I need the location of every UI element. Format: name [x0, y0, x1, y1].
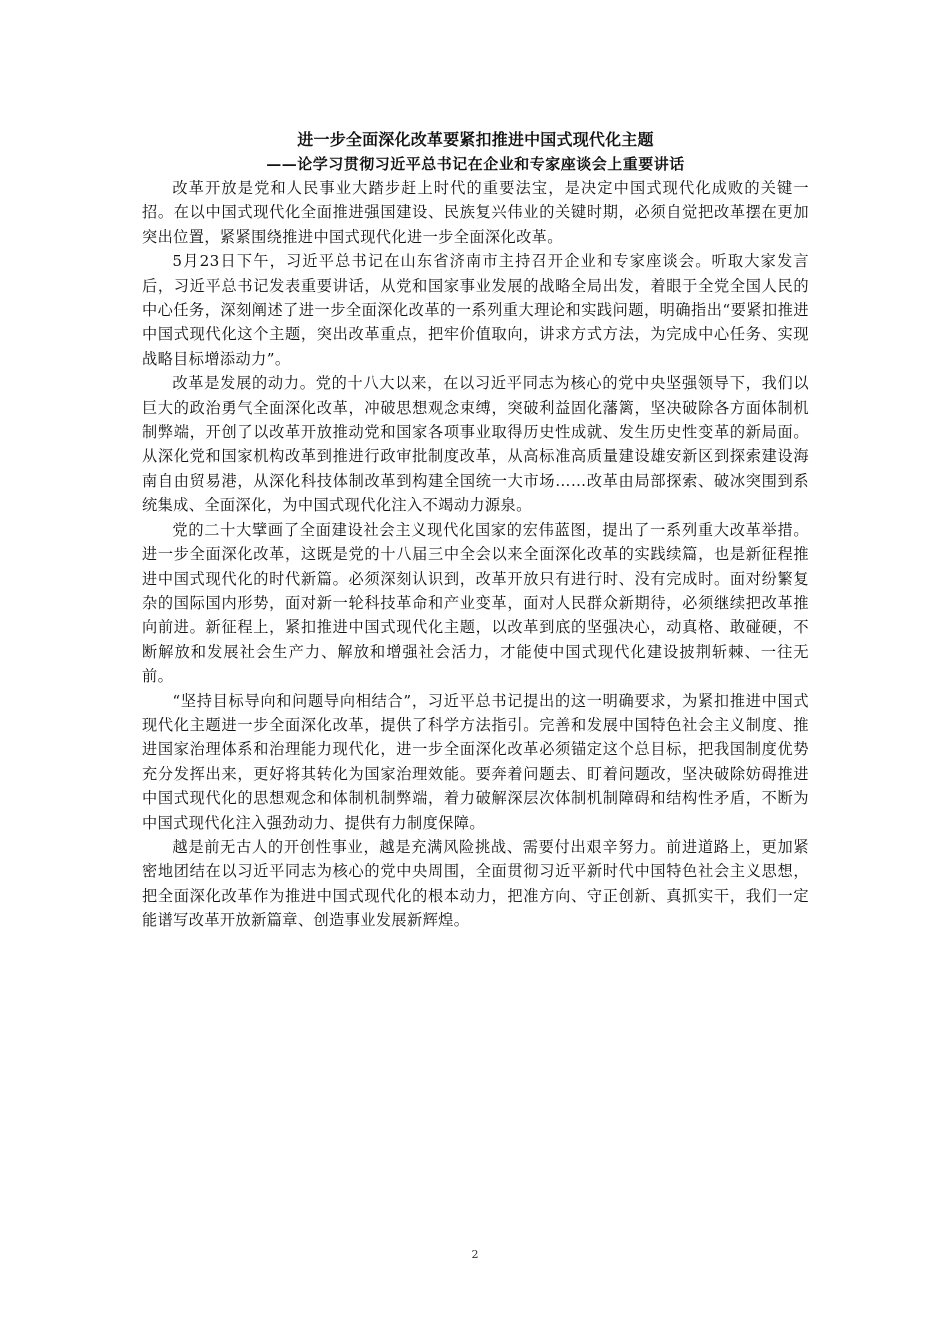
- paragraph-1: 改革开放是党和人民事业大踏步赶上时代的重要法宝，是决定中国式现代化成败的关键一招。在以中国式现代化全面推进强国建设、民族复兴伟业的关键时期，必须自觉把改革摆在更加突出位置，紧紧围绕推进中国式现代化进一步全面深化改革。: [142, 179, 809, 246]
- paragraph-4: 党的二十大擘画了全面建设社会主义现代化国家的宏伟蓝图，提出了一系列重大改革举措。进一步全面深化改革，这既是党的十八届三中全会以来全面深化改革的实践续篇，也是新征程推进中国式现代化的时代新篇。必须深刻认识到，改革开放只有进行时、没有完成时。面对纷繁复杂的国际国内形势，面对新一轮科技革命和产业变革，面对人民群众新期待，必须继续把改革推向前进。新征程上，紧扣推进中国式现代化主题，以改革到底的坚强决心，动真格、敢碰硬，不断解放和发展社会生产力、解放和增强社会活力，才能使中国式现代化建设披荆斩棘、一往无前。: [142, 520, 809, 686]
- article-subtitle: ——论学习贯彻习近平总书记在企业和专家座谈会上重要讲话: [266, 155, 685, 173]
- page-number: 2: [471, 1248, 479, 1261]
- paragraph-5: “坚持目标导向和问题导向相结合”，习近平总书记提出的这一明确要求，为紧扣推进中国式现代化主题进一步全面深化改革，提供了科学方法指引。完善和发展中国特色社会主义制度、推进国家治理体系和治理能力现代化，进一步全面深化改革必须锚定这个总目标，把我国制度优势充分发挥出来，更好将其转化为国家治理效能。要奔着问题去、盯着问题改，坚决破除妨碍推进中国式现代化的思想观念和体制机制弊端，着力破解深层次体制机制障碍和结构性矛盾，不断为中国式现代化注入强劲动力、提供有力制度保障。: [142, 691, 809, 832]
- article-body: [142, 128, 809, 933]
- paragraph-2: 5月23日下午，习近平总书记在山东省济南市主持召开企业和专家座谈会。听取大家发言后，习近平总书记发表重要讲话，从党和国家事业发展的战略全局出发，着眼于全党全国人民的中心任务，深刻阐述了进一步全面深化改革的一系列重大理论和实践问题，明确指出“要紧扣推进中国式现代化这个主题，突出改革重点，把牢价值取向，讲求方式方法，为完成中心任务、实现战略目标增添动力”。: [142, 252, 809, 368]
- article-title: 进一步全面深化改革要紧扣推进中国式现代化主题: [297, 130, 654, 149]
- paragraph-6: 越是前无古人的开创性事业，越是充满风险挑战、需要付出艰辛努力。前进道路上，更加紧密地团结在以习近平同志为核心的党中央周围，全面贯彻习近平新时代中国特色社会主义思想，把全面深化改革作为推进中国式现代化的根本动力，把准方向、守正创新、真抓实干，我们一定能谱写改革开放新篇章、创造事业发展新辉煌。: [142, 837, 809, 930]
- paragraph-3: 改革是发展的动力。党的十八大以来，在以习近平同志为核心的党中央坚强领导下，我们以巨大的政治勇气全面深化改革，冲破思想观念束缚，突破利益固化藩篱，坚决破除各方面体制机制弊端，开创了以改革开放推动党和国家各项事业取得历史性成就、发生历史性变革的新局面。从深化党和国家机构改革到推进行政审批制度改革，从高标准高质量建设雄安新区到探索建设海南自由贸易港，从深化科技体制改革到构建全国统一大市场……改革由局部探索、破冰突围到系统集成、全面深化，为中国式现代化注入不竭动力源泉。: [142, 374, 809, 515]
